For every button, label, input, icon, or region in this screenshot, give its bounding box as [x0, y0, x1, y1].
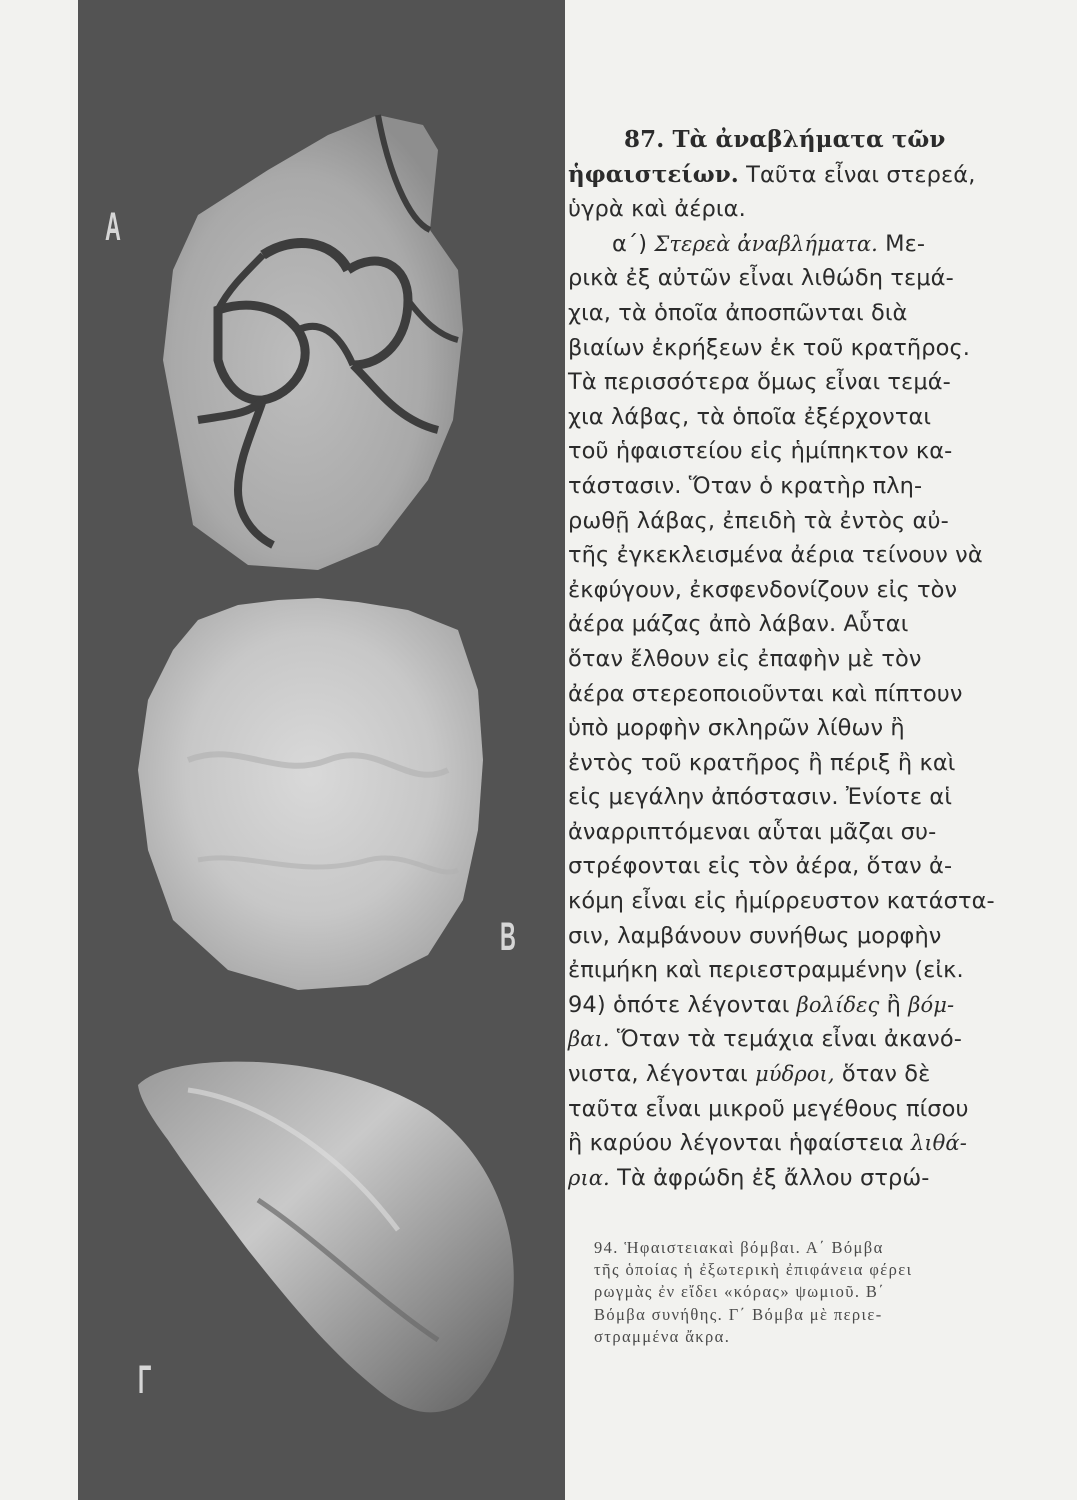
text-line: ὅταν ἔλθουν εἰς ἐπαφὴν μὲ τὸν: [568, 645, 922, 672]
text-line: χια λάβας, τὰ ὁποῖα ἐξέρχονται: [568, 403, 932, 430]
text-line: ἀέρα μάζας ἀπὸ λάβαν. Αὗται: [568, 611, 909, 638]
bomb-a: [163, 115, 463, 570]
photo-plate: [78, 0, 565, 1500]
term-italic: βόμ-: [908, 992, 955, 1017]
text-line: βιαίων ἐκρήξεων ἐκ τοῦ κρατῆρος.: [568, 334, 971, 361]
text-line: ἢ καρύου λέγονται ἡφαίστεια λιθά-: [568, 1130, 967, 1157]
volcanic-bombs-illustration: [78, 0, 565, 1500]
text-line: τοῦ ἡφαιστείου εἰς ἡμίπηκτον κα-: [568, 438, 953, 465]
text-line: ὑπὸ μορφὴν σκληρῶν λίθων ἢ: [568, 715, 905, 742]
text-line: τάστασιν. Ὅταν ὁ κρατὴρ πλη-: [568, 472, 923, 499]
subsection-title: Στερεὰ ἀναβλήματα.: [654, 231, 878, 256]
section-title-cont: ἡφαιστείων.: [568, 160, 739, 188]
text-line: ταῦτα εἶναι μικροῦ μεγέθους πίσου: [568, 1095, 969, 1122]
text-line: τῆς ἐγκεκλεισμένα ἀέρια τείνουν νὰ: [568, 542, 983, 569]
figure-caption: [594, 1237, 1024, 1348]
text-line: εἰς μεγάλην ἀπόστασιν. Ἐνίοτε αἱ: [568, 784, 953, 811]
text-line: α΄) Στερεὰ ἀναβλήματα. Με-: [612, 230, 926, 257]
text-line: ἐπιμήκη καὶ περιεστραμμένην (εἰκ.: [568, 957, 964, 984]
bomb-b: [138, 598, 483, 990]
caption-line: ρωγμὰς ἐν εἴδει «κόρας» ψωμιοῦ. Β΄: [594, 1282, 886, 1302]
text-line: ἐντὸς τοῦ κρατῆρος ἢ πέριξ ἢ καὶ: [568, 749, 956, 776]
text-line: ρια. Τὰ ἀφρώδη ἐξ ἄλλου στρώ-: [568, 1164, 930, 1191]
figure-label-a: A: [105, 205, 121, 249]
caption-line: στραμμένα ἄκρα.: [594, 1326, 731, 1346]
text-line: Τὰ περισσότερα ὅμως εἶναι τεμά-: [568, 369, 951, 396]
caption-line: τῆς ὁποίας ἡ ἐξωτερικὴ ἐπιφάνεια φέρει: [594, 1260, 913, 1280]
text-line: ἐκφύγουν, ἐκσφενδονίζουν εἰς τὸν: [568, 576, 958, 603]
caption-line: Βόμβα συνήθης. Γ΄ Βόμβα μὲ περιε-: [594, 1304, 883, 1324]
article-text: [568, 123, 1023, 1195]
text-line: στρέφονται εἰς τὸν ἀέρα, ὅταν ἀ-: [568, 853, 953, 880]
text-line: ρωθῇ λάβας, ἐπειδὴ τὰ ἐντὸς αὐ-: [568, 507, 949, 534]
text-line: βαι. Ὅταν τὰ τεμάχια εἶναι ἀκανό-: [568, 1026, 962, 1053]
term-italic: βολίδες: [796, 992, 880, 1017]
text-line: σιν, λαμβάνουν συνήθως μορφὴν: [568, 922, 942, 949]
text-line: ἀέρα στερεοποιοῦνται καὶ πίπτουν: [568, 680, 963, 707]
figure-label-b: B: [500, 915, 516, 959]
section-title: Τὰ ἀναβλήματα τῶν: [672, 126, 946, 153]
text-line: ρικὰ ἐξ αὐτῶν εἶναι λιθώδη τεμά-: [568, 265, 954, 292]
text-line: ἡφαιστείων. Ταῦτα εἶναι στερεά,: [568, 160, 976, 188]
text-line: χια, τὰ ὁποῖα ἀποσπῶνται διὰ: [568, 299, 908, 326]
caption-line: 94. Ἡφαιστειακαὶ βόμβαι. Α΄ Βόμβα: [594, 1238, 884, 1257]
figure-label-c: Γ: [138, 1358, 152, 1402]
text-line: νιστα, λέγονται μύδροι, ὅταν δὲ: [568, 1061, 931, 1088]
section-heading-line: [568, 123, 1023, 158]
section-number: 87.: [624, 126, 665, 153]
text-line: ὑγρὰ καὶ ἀέρια.: [568, 196, 746, 223]
bomb-c: [138, 1062, 514, 1413]
term-italic: ρια.: [568, 1165, 610, 1190]
term-italic: βαι.: [568, 1027, 610, 1052]
term-italic: μύδροι,: [755, 1062, 835, 1087]
term-italic: λιθά-: [910, 1131, 967, 1156]
text-line: κόμη εἶναι εἰς ἡμίρρευστον κατάστα-: [568, 888, 995, 915]
text-line: ἀναρριπτόμεναι αὗται μᾶζαι συ-: [568, 818, 937, 845]
text-line: 94) ὁπότε λέγονται βολίδες ἢ βόμ-: [568, 991, 955, 1018]
